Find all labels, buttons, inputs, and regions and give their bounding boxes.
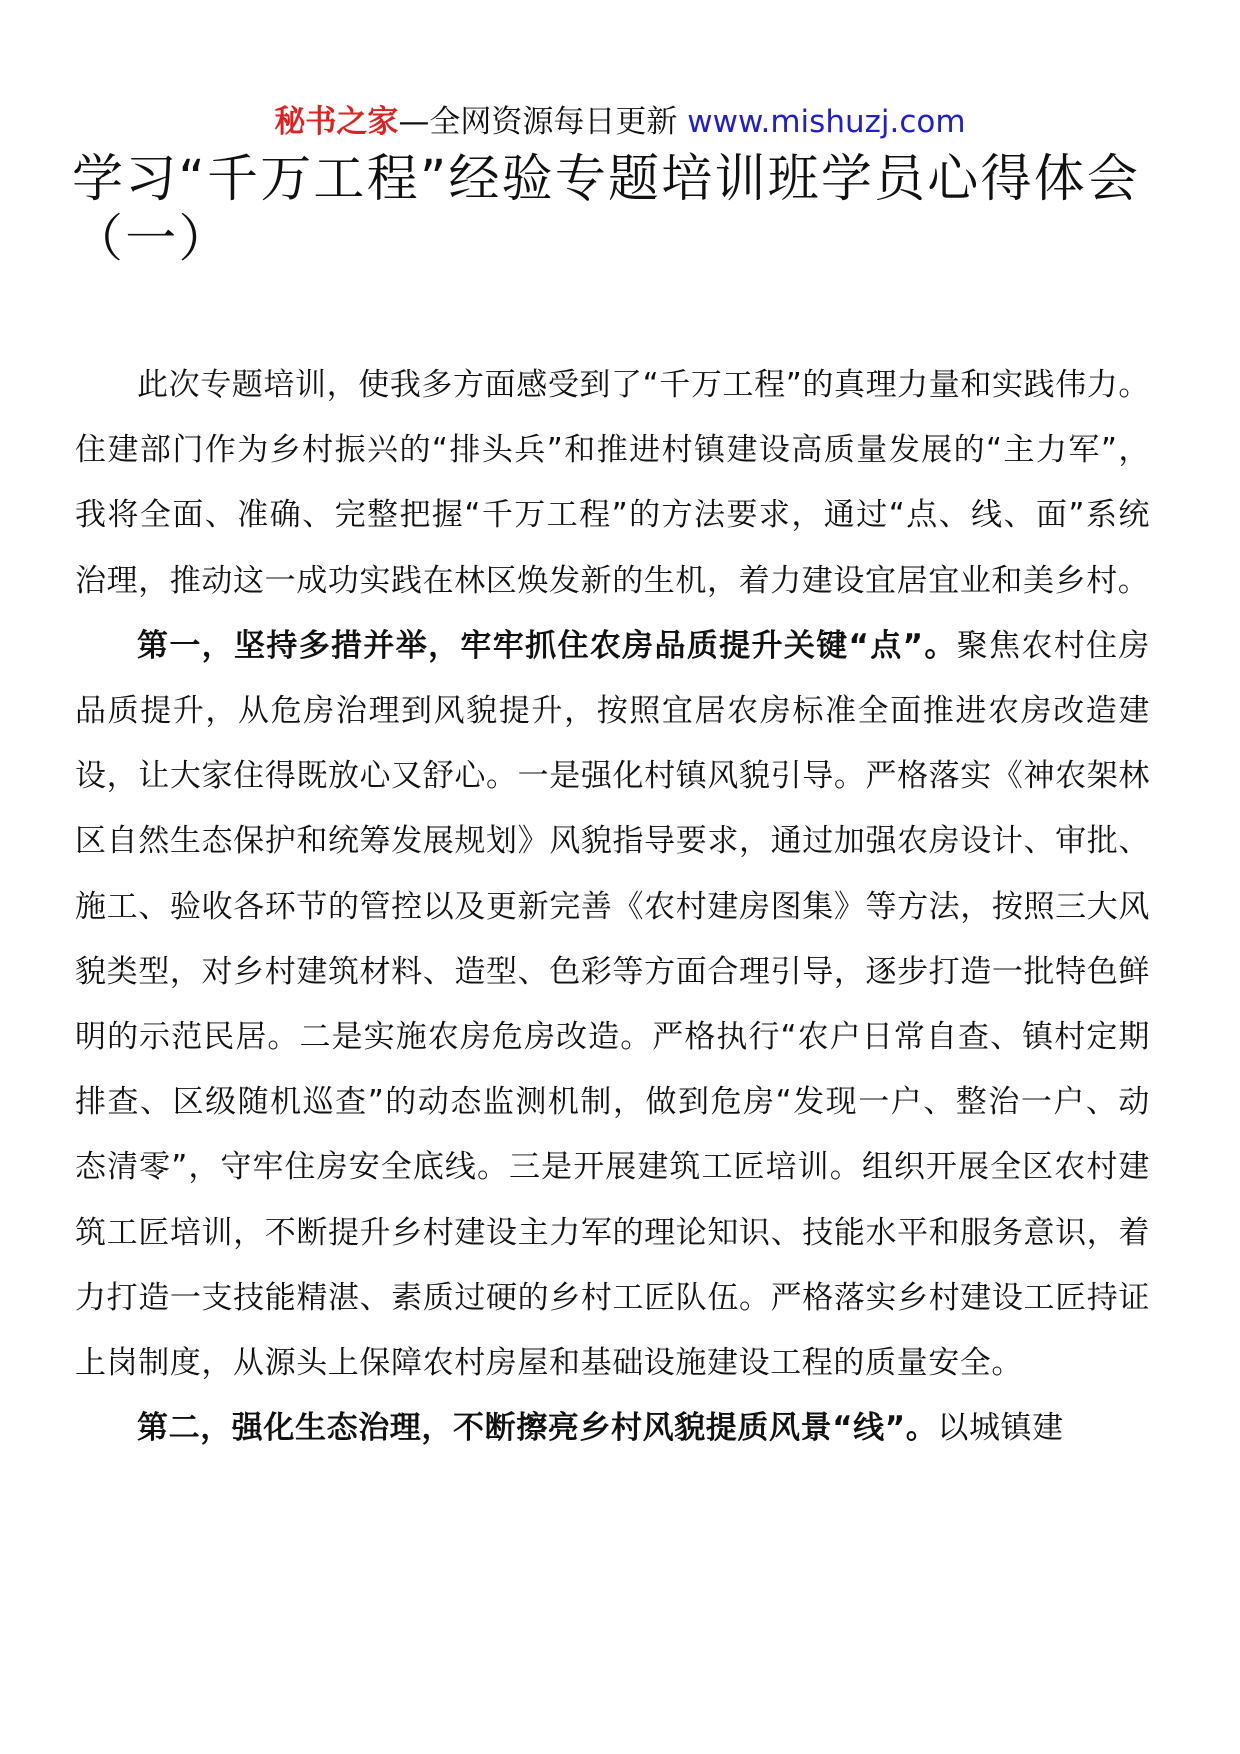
- paragraph-text: 以城镇建: [937, 1410, 1064, 1447]
- paragraph-text: 聚焦农村住房品质提升，从危房治理到风貌提升，按照宜居农房标准全面推进农房改造建设，让大家住得既放心又舒心。一是强化村镇风貌引导。严格落实《神农架林区自然生态保护和统筹发展规划》风貌指导要求，通过加强农房设计、审批、施工、验收各环节的管控以及更新完善《农村建房图集》等方法，按照三大风貌类型，对乡村建筑材料、造型、色彩等方面合理引导，逐步打造一批特色鲜明的示范民居。二是实施农房危房改造。严格执行“农户日常自查、镇村定期排查、区级随机巡查”的动态监测机制，做到危房“发现一户、整治一户、动态清零”，守牢住房安全底线。三是开展建筑工匠培训。组织开展全区农村建筑工匠培训，不断提升乡村建设主力军的理论知识、技能水平和服务意识，着力打造一支技能精湛、素质过硬的乡村工匠队伍。严格落实乡村建设工匠持证上岗制度，从源头上保障农村房屋和基础设施建设工程的质量安全。: [75, 627, 1150, 1382]
- site-url-link[interactable]: www.mishuzj.com: [687, 104, 966, 140]
- paragraph-text: 此次专题培训，使我多方面感受到了“千万工程”的真理力量和实践伟力。住建部门作为乡村振兴的“排头兵”和推进村镇建设高质量发展的“主力军”，我将全面、准确、完整把握“千万工程”的方法要求，通过“点、线、面”系统治理，推动这一成功实践在林区焕发新的生机，着力建设宜居宜业和美乡村。: [75, 367, 1150, 599]
- paragraph-intro: [75, 353, 1150, 614]
- paragraph-lead: 第一，坚持多措并举，牢牢抓住农房品质提升关键“点”。: [137, 627, 957, 664]
- document-title: 学习“千万工程”经验专题培训班学员心得体会（一）: [72, 150, 1141, 269]
- paragraph-lead: 第二，强化生态治理，不断擦亮乡村风貌提质风景“线”。: [137, 1410, 938, 1447]
- header-tagline: —全网资源每日更新: [398, 104, 678, 140]
- paragraph-point-two: [75, 1396, 1150, 1461]
- paragraph-point-one: [75, 614, 1150, 1396]
- document-body: [75, 353, 1150, 1461]
- brand-name: 秘书之家: [274, 104, 399, 140]
- site-header-banner: [0, 100, 1240, 144]
